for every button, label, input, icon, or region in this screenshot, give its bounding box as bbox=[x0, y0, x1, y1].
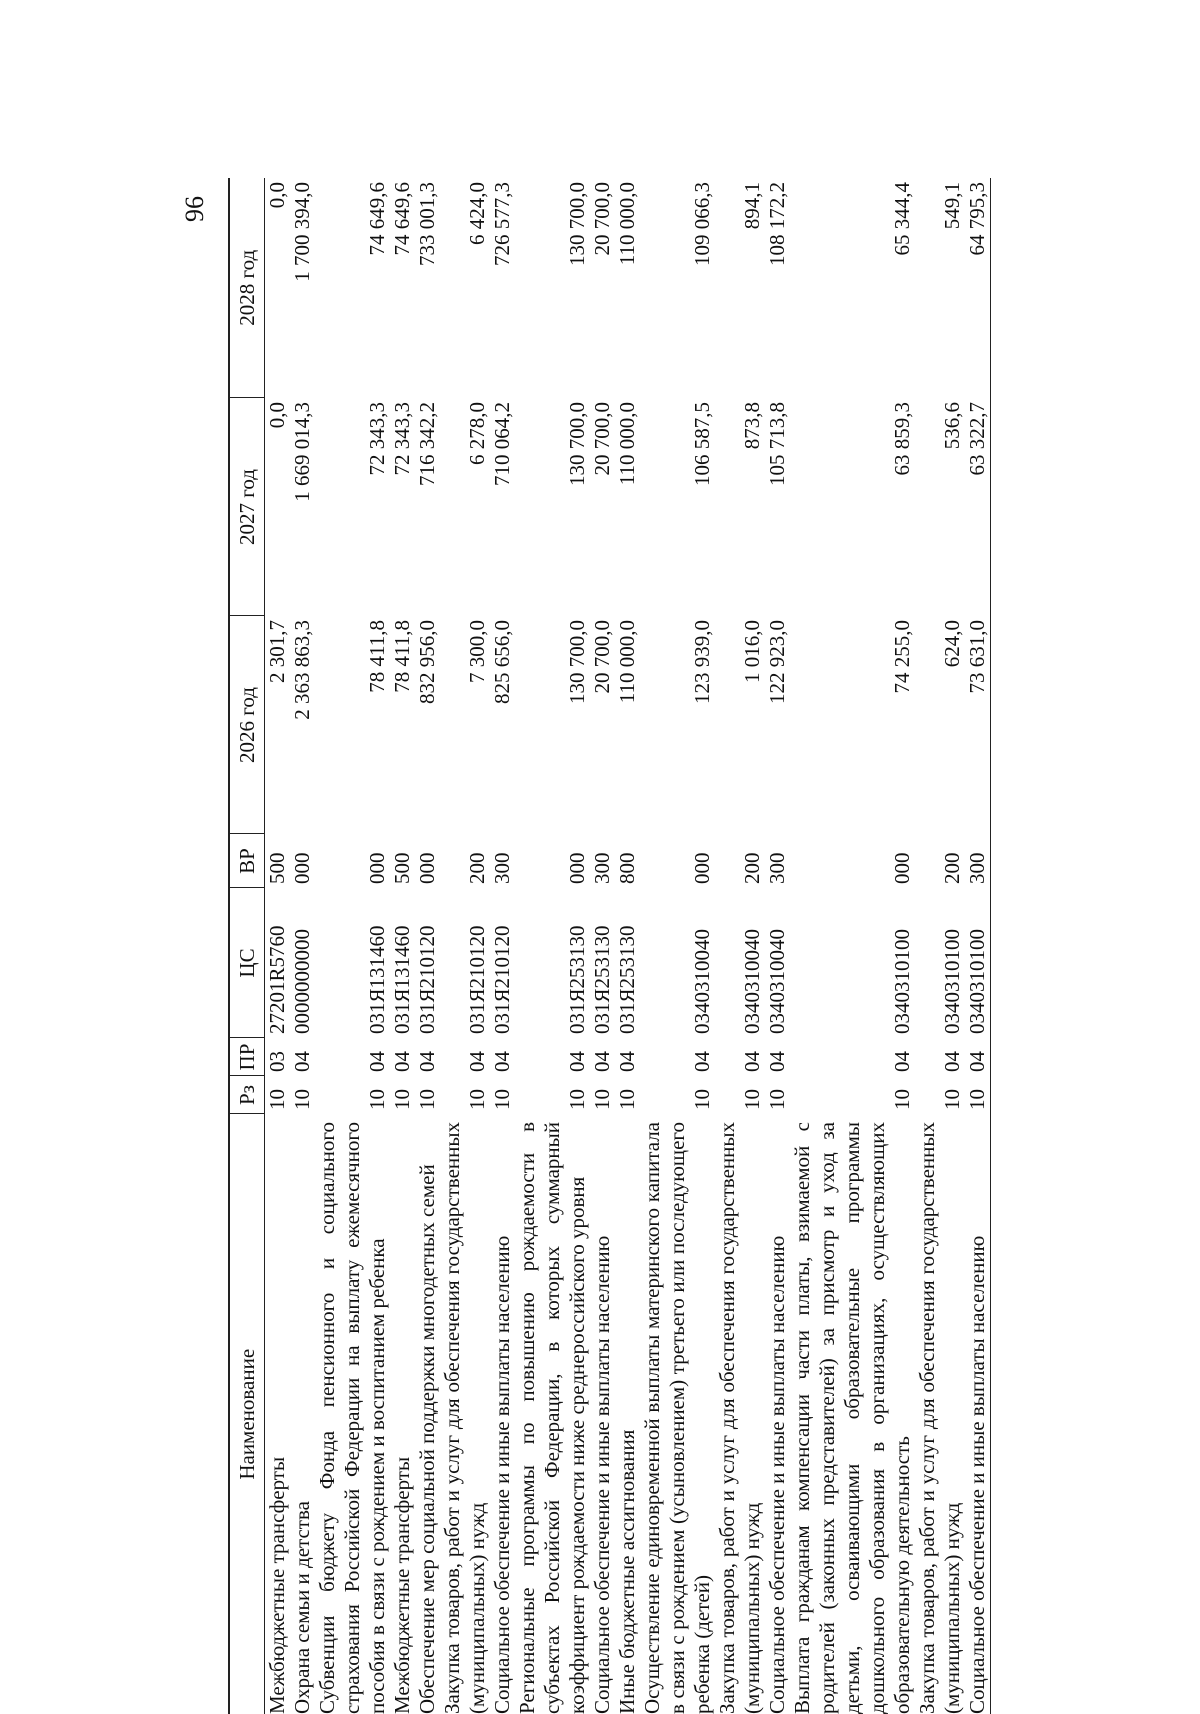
cell-2027: 20 700,0 bbox=[590, 402, 614, 476]
cell-name: Межбюджетные трансферты bbox=[390, 1456, 414, 1714]
cell-name: Субвенции бюджету Фонда пенсионного и социального страхования Российской Федерации на выплату ежемесячного пособия в связи с рождением и воспитанием ребенка bbox=[315, 1122, 389, 1714]
table-row bbox=[915, 178, 965, 1714]
cell-cs: 27201R5760 bbox=[265, 925, 289, 1034]
cell-rz: 10 bbox=[390, 1089, 414, 1110]
cell-vr: 300 bbox=[765, 852, 789, 884]
cell-cs: 031Я253130 bbox=[590, 925, 614, 1034]
table-body bbox=[265, 178, 991, 1714]
cell-cs: 0340310040 bbox=[690, 929, 714, 1034]
cell-2026: 1 016,0 bbox=[740, 620, 764, 683]
cell-2027: 110 000,0 bbox=[615, 402, 639, 486]
header-row bbox=[229, 178, 265, 1714]
cell-2028: 110 000,0 bbox=[615, 182, 639, 266]
column-header-name: Наименование bbox=[229, 1114, 265, 1714]
cell-vr: 500 bbox=[390, 852, 414, 884]
cell-cs: 031Я253130 bbox=[615, 925, 639, 1034]
table-row bbox=[590, 178, 615, 1714]
cell-pr: 04 bbox=[390, 1051, 414, 1072]
cell-2026: 7 300,0 bbox=[465, 620, 489, 683]
cell-vr: 000 bbox=[290, 852, 314, 884]
cell-name: Охрана семьи и детства bbox=[290, 1501, 314, 1714]
cell-name: Осуществление единовременной выплаты материнского капитала в связи с рождением (усыновлением) третьего или последующего ребенка (детей) bbox=[640, 1122, 714, 1714]
cell-rz: 10 bbox=[890, 1089, 914, 1110]
cell-2026: 20 700,0 bbox=[590, 620, 614, 694]
table-row bbox=[440, 178, 490, 1714]
cell-vr: 000 bbox=[365, 852, 389, 884]
page-number: 96 bbox=[180, 196, 209, 222]
cell-vr: 300 bbox=[590, 852, 614, 884]
cell-vr: 000 bbox=[890, 852, 914, 884]
table-row bbox=[765, 178, 790, 1714]
cell-2028: 733 001,3 bbox=[415, 182, 439, 266]
cell-rz: 10 bbox=[265, 1089, 289, 1110]
cell-2028: 0,0 bbox=[265, 182, 289, 209]
cell-name: Межбюджетные трансферты bbox=[265, 1456, 289, 1714]
cell-2028: 108 172,2 bbox=[765, 182, 789, 266]
cell-rz: 10 bbox=[940, 1089, 964, 1110]
cell-pr: 04 bbox=[740, 1051, 764, 1072]
cell-2026: 123 939,0 bbox=[690, 620, 714, 704]
cell-2028: 894,1 bbox=[740, 182, 764, 230]
cell-name: Региональные программы по повышению рождаемости в субъектах Российской Федерации, в которых суммарный коэффициент рождаемости ниже среднероссийского уровня bbox=[515, 1122, 589, 1714]
column-header-2027: 2027 год bbox=[229, 398, 265, 616]
cell-rz: 10 bbox=[565, 1089, 589, 1110]
table-row bbox=[715, 178, 765, 1714]
cell-cs: 0340310100 bbox=[940, 929, 964, 1034]
cell-2027: 72 343,3 bbox=[365, 402, 389, 476]
cell-2026: 2 363 863,3 bbox=[290, 620, 314, 720]
cell-2026: 825 656,0 bbox=[490, 620, 514, 704]
cell-2026: 832 956,0 bbox=[415, 620, 439, 704]
cell-2027: 716 342,2 bbox=[415, 402, 439, 486]
cell-2026: 78 411,8 bbox=[390, 620, 414, 693]
cell-vr: 000 bbox=[415, 852, 439, 884]
table-row bbox=[290, 178, 315, 1714]
cell-rz: 10 bbox=[415, 1089, 439, 1110]
cell-2027: 106 587,5 bbox=[690, 402, 714, 486]
cell-2027: 130 700,0 bbox=[565, 402, 589, 486]
cell-rz: 10 bbox=[365, 1089, 389, 1110]
cell-vr: 000 bbox=[565, 852, 589, 884]
cell-2027: 0,0 bbox=[265, 402, 289, 429]
cell-rz: 10 bbox=[590, 1089, 614, 1110]
table-row bbox=[315, 178, 390, 1714]
cell-pr: 04 bbox=[565, 1051, 589, 1072]
table-row bbox=[790, 178, 915, 1714]
cell-pr: 04 bbox=[765, 1051, 789, 1072]
cell-name: Социальное обеспечение и иные выплаты населению bbox=[965, 1114, 991, 1714]
cell-cs: 0000000000 bbox=[290, 929, 314, 1034]
column-header-cs: ЦС bbox=[229, 888, 265, 1038]
column-header-2026: 2026 год bbox=[229, 616, 265, 834]
cell-2027: 63 859,3 bbox=[890, 402, 914, 476]
cell-vr: 200 bbox=[740, 852, 764, 884]
table-row bbox=[390, 178, 415, 1714]
cell-rz: 10 bbox=[290, 1089, 314, 1110]
table-header bbox=[229, 178, 265, 1714]
cell-2027: 536,6 bbox=[940, 402, 964, 450]
cell-2026: 74 255,0 bbox=[890, 620, 914, 694]
cell-2027: 72 343,3 bbox=[390, 402, 414, 476]
cell-2028: 20 700,0 bbox=[590, 182, 614, 256]
cell-pr: 04 bbox=[615, 1051, 639, 1072]
cell-2026: 110 000,0 bbox=[615, 620, 639, 704]
cell-2027: 710 064,2 bbox=[490, 402, 514, 486]
cell-name: Обеспечение мер социальной поддержки многодетных семей bbox=[415, 1164, 439, 1714]
cell-rz: 10 bbox=[765, 1089, 789, 1110]
cell-2028: 74 649,6 bbox=[390, 182, 414, 256]
cell-pr: 04 bbox=[965, 1038, 991, 1076]
table-row bbox=[415, 178, 440, 1714]
cell-vr: 300 bbox=[965, 834, 991, 888]
cell-rz: 10 bbox=[490, 1089, 514, 1110]
column-header-vr: ВР bbox=[229, 834, 265, 888]
cell-rz: 10 bbox=[465, 1089, 489, 1110]
column-header-pr: ПР bbox=[229, 1038, 265, 1076]
cell-name: Социальное обеспечение и иные выплаты населению bbox=[490, 1235, 514, 1714]
cell-pr: 04 bbox=[465, 1051, 489, 1072]
cell-2026: 122 923,0 bbox=[765, 620, 789, 704]
cell-2028: 726 577,3 bbox=[490, 182, 514, 266]
table-row bbox=[515, 178, 590, 1714]
cell-name: Закупка товаров, работ и услуг для обеспечения государственных (муниципальных) нужд bbox=[915, 1122, 964, 1714]
column-header-rz: Рз bbox=[229, 1076, 265, 1114]
cell-name: Закупка товаров, работ и услуг для обеспечения государственных (муниципальных) нужд bbox=[440, 1122, 489, 1714]
cell-cs: 0340310100 bbox=[890, 929, 914, 1034]
cell-vr: 200 bbox=[940, 852, 964, 884]
table-row bbox=[640, 178, 715, 1714]
cell-name: Социальное обеспечение и иные выплаты населению bbox=[590, 1235, 614, 1714]
cell-2027: 6 278,0 bbox=[465, 402, 489, 465]
cell-name: Выплата гражданам компенсации части платы, взимаемой с родителей (законных представителей) за присмотр и уход за детьми, осваивающими образовательные программы дошкольного образования в организациях, осуществляющих образовательную деятельность bbox=[790, 1122, 914, 1714]
table-row bbox=[265, 178, 291, 1714]
cell-pr: 04 bbox=[940, 1051, 964, 1072]
cell-vr: 800 bbox=[615, 852, 639, 884]
cell-cs: 0340310040 bbox=[765, 929, 789, 1034]
cell-2027: 63 322,7 bbox=[965, 398, 991, 616]
cell-pr: 04 bbox=[290, 1051, 314, 1072]
cell-pr: 04 bbox=[415, 1051, 439, 1072]
cell-cs: 0340310100 bbox=[965, 888, 991, 1038]
cell-2026: 2 301,7 bbox=[265, 620, 289, 683]
cell-2027: 105 713,8 bbox=[765, 402, 789, 486]
cell-rz: 10 bbox=[965, 1076, 991, 1114]
rotated-page-content bbox=[172, 178, 1076, 1714]
cell-2026: 73 631,0 bbox=[965, 616, 991, 834]
cell-2028: 65 344,4 bbox=[890, 182, 914, 256]
cell-cs: 031Я253130 bbox=[565, 925, 589, 1034]
cell-2026: 78 411,8 bbox=[365, 620, 389, 693]
cell-2027: 1 669 014,3 bbox=[290, 402, 314, 502]
cell-2026: 624,0 bbox=[940, 620, 964, 668]
cell-2028: 109 066,3 bbox=[690, 182, 714, 266]
cell-cs: 031Я131460 bbox=[390, 925, 414, 1034]
cell-2028: 1 700 394,0 bbox=[290, 182, 314, 282]
cell-2028: 130 700,0 bbox=[565, 182, 589, 266]
cell-pr: 03 bbox=[265, 1051, 289, 1072]
cell-vr: 000 bbox=[690, 852, 714, 884]
table-row bbox=[490, 178, 515, 1714]
cell-cs: 0340310040 bbox=[740, 929, 764, 1034]
budget-table bbox=[228, 178, 991, 1714]
cell-vr: 200 bbox=[465, 852, 489, 884]
cell-2028: 549,1 bbox=[940, 182, 964, 230]
cell-2027: 873,8 bbox=[740, 402, 764, 450]
cell-name: Закупка товаров, работ и услуг для обеспечения государственных (муниципальных) нужд bbox=[715, 1122, 764, 1714]
cell-vr: 300 bbox=[490, 852, 514, 884]
column-header-2028: 2028 год bbox=[229, 178, 265, 398]
cell-pr: 04 bbox=[490, 1051, 514, 1072]
cell-vr: 500 bbox=[265, 852, 289, 884]
cell-2028: 6 424,0 bbox=[465, 182, 489, 245]
cell-name: Иные бюджетные ассигнования bbox=[615, 1429, 639, 1714]
cell-cs: 031Я210120 bbox=[490, 925, 514, 1034]
table-row bbox=[615, 178, 640, 1714]
cell-cs: 031Я131460 bbox=[365, 925, 389, 1034]
table-row bbox=[965, 178, 991, 1714]
cell-2028: 74 649,6 bbox=[365, 182, 389, 256]
cell-rz: 10 bbox=[690, 1089, 714, 1110]
cell-2026: 130 700,0 bbox=[565, 620, 589, 704]
cell-cs: 031Я210120 bbox=[465, 925, 489, 1034]
cell-pr: 04 bbox=[690, 1051, 714, 1072]
cell-name: Социальное обеспечение и иные выплаты населению bbox=[765, 1235, 789, 1714]
cell-pr: 04 bbox=[365, 1051, 389, 1072]
cell-cs: 031Я210120 bbox=[415, 925, 439, 1034]
cell-rz: 10 bbox=[615, 1089, 639, 1110]
cell-pr: 04 bbox=[590, 1051, 614, 1072]
cell-2028: 64 795,3 bbox=[965, 178, 991, 398]
cell-pr: 04 bbox=[890, 1051, 914, 1072]
cell-rz: 10 bbox=[740, 1089, 764, 1110]
